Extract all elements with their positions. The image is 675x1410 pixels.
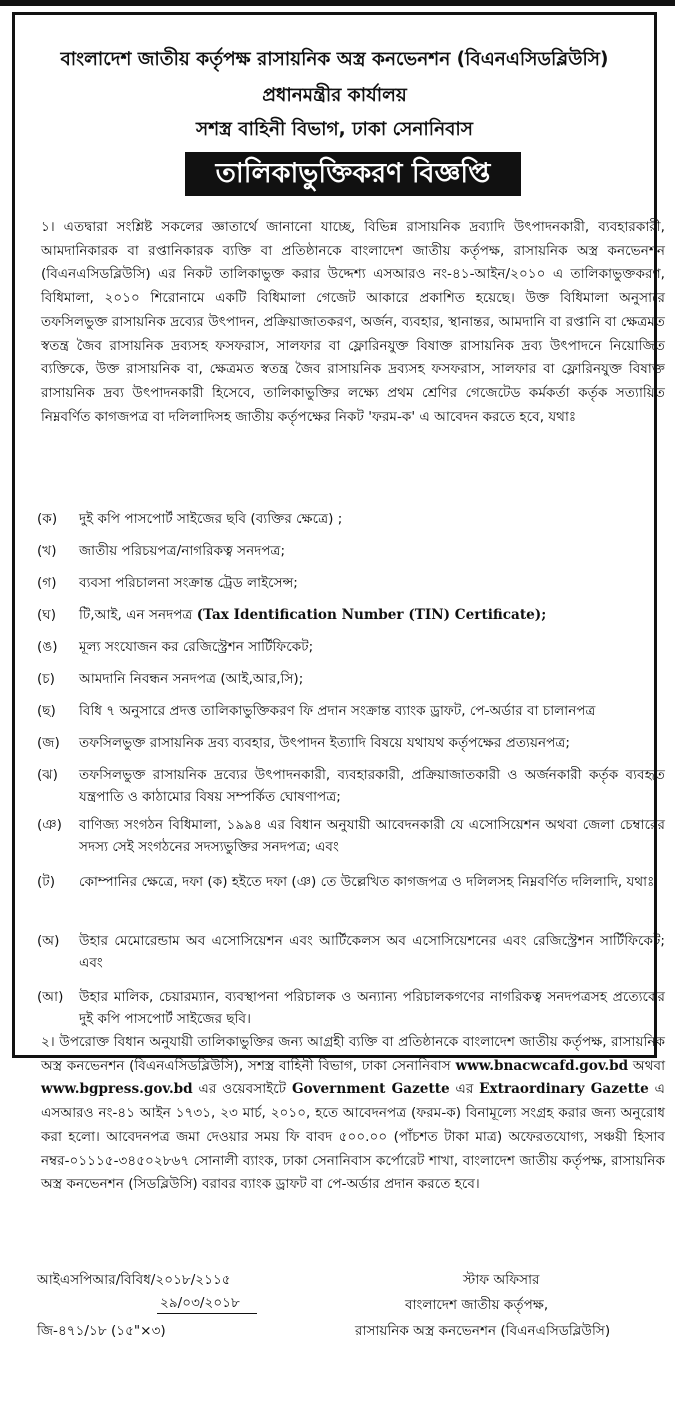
list-text: আমদানি নিবন্ধন সনদপত্র (আই,আর,সি); bbox=[79, 671, 304, 687]
notice-title-banner: তালিকাভুক্তিকরণ বিজ্ঞপ্তি bbox=[185, 152, 521, 196]
government-gazette-text: Government Gazette bbox=[291, 1081, 450, 1098]
er-text: এর bbox=[455, 1081, 474, 1098]
list-marker: (গ) bbox=[37, 575, 57, 591]
signatory-org-line2: রাসায়নিক অস্ত্র কনভেনশন (বিএনএসিডব্লিউসি) bbox=[355, 1323, 611, 1339]
list-text-tin bbox=[79, 604, 665, 626]
tin-bangla: টি,আই, এন সনদপত্র bbox=[79, 607, 193, 623]
tin-english: (Tax Identification Number (TIN) Certificate); bbox=[196, 607, 547, 623]
list-text: মূল্য সংযোজন কর রেজিস্ট্রেশন সার্টিফিকেট; bbox=[79, 639, 314, 655]
list-text: জাতীয় পরিচয়পত্র/নাগরিকত্ব সনদপত্র; bbox=[79, 543, 286, 559]
notice-frame bbox=[12, 12, 666, 1339]
office-heading: প্রধানমন্ত্রীর কার্যালয় bbox=[262, 85, 407, 106]
list-text: উহার মেমোরেন্ডাম অব এসোসিয়েশন এবং আর্টিকেলস অব এসোসিয়েশনের এবং রেজিস্ট্রেশন সার্টিফিকেট; এবং bbox=[79, 933, 665, 971]
paragraph-two-part1: ২। উপরোক্ত বিধান অনুযায়ী তালিকাভুক্তির জন্য আগ্রহী ব্যক্তি বা প্রতিষ্ঠানকে বাংলাদেশ জাতীয় কর্তৃপক্ষ, রাসায়নিক অস্ত্র কনভেনশন (বিএনএসিডব্লিউসি), সশস্ত্র বাহিনী বিভাগ, ঢাকা সেনানিবাস bbox=[41, 1034, 665, 1074]
list-text: তফসিলভুক্ত রাসায়নিক দ্রব্য ব্যবহার, উৎপাদন ইত্যাদি বিষয়ে যথাযথ কর্তৃপক্ষের প্রত্যয়নপত্র; bbox=[79, 735, 570, 751]
list-text: বাণিজ্য সংগঠন বিধিমালা, ১৯৯৪ এর বিধান অনুযায়ী আবেদনকারী যে এসোসিয়েশন অথবা জেলা চেম্বারের সদস্য সেই সংগঠনের সদস্যভুক্তির সনদপত্র; এবং bbox=[79, 817, 665, 855]
list-text: উহার মালিক, চেয়ারম্যান, ব্যবস্থাপনা পরিচালক ও অন্যান্য পরিচালকগণের নাগরিকত্ব সনদপত্রসহ প্রত্যেকের দুই কপি পাসপোর্ট সাইজের ছবি। bbox=[79, 989, 665, 1027]
paragraph-two-part3: এ এসআরও নং-৪১ আইন ১৭৩১, ২৩ মার্চ, ২০১০, হতে আবেদনপত্র (ফরম-ক) বিনামূল্যে সংগ্রহ করার জন্য অনুরোধ করা হলো। আবেদনপত্র জমা দেওয়ার সময় ফি বাবদ ৫০০.০০ (পাঁচশত টাকা মাত্র) অফেরতযোগ্য, সঞ্চয়ী হিসাব নম্বর-০১১১৫-৩৪৫০২৮৬৭ সোনালী ব্যাংক, ঢাকা সেনানিবাস কর্পোরেট শাখা, বাংলাদেশ জাতীয় কর্তৃপক্ষ, রাসায়নিক অস্ত্র কনভেনশন (সিডব্লিউসি) বরাবর ব্যাংক ড্রাফট বা পে-অর্ডার প্রদান করতে হবে। bbox=[41, 1081, 665, 1193]
memo-number: আইএসপিআর/বিবিধ/২০১৮/২১১৫ bbox=[37, 1272, 231, 1288]
memo-date: ২৯/০৩/২০১৮ bbox=[160, 1295, 240, 1311]
list-marker: (ট) bbox=[37, 874, 56, 890]
cropped-ad-strip bbox=[0, 0, 675, 6]
ad-code: জি-৪৭১/১৮ (১৫"×৩) bbox=[37, 1323, 166, 1339]
list-marker: (ঘ) bbox=[37, 607, 57, 623]
paragraph-one: ১। এতদ্বারা সংশ্লিষ্ট সকলের জ্ঞাতার্থে জানানো যাচ্ছে, বিভিন্ন রাসায়নিক দ্রব্যাদি উৎপাদনকারী, ব্যবহারকারী, আমদানিকারক বা রপ্তানিকারক ব্যক্তি বা প্রতিষ্ঠানকে বাংলাদেশ জাতীয় কর্তৃপক্ষ, রাসায়নিক অস্ত্র কনভেনশন (বিএনএসিডব্লিউসি) এর নিকট তালিকাভুক্ত করার উদ্দেশ্য এসআরও নং-৪১-আইন/২০১০ এ তালিকাভুক্তকরণ, বিধিমালা, ২০১০ শিরোনামে একটি বিধিমালা গেজেট আকারে প্রকাশিত হয়েছে। উক্ত বিধিমালা অনুসারে তফসিলভুক্ত রাসায়নিক দ্রব্যের উৎপাদন, প্রক্রিয়াজাতকরণ, অর্জন, ব্যবহার, স্থানান্তর, আমদানি বা রপ্তানি বা ক্ষেত্রমত স্বতন্ত্র জৈব রাসায়নিক দ্রব্যসহ ফসফরাস, সালফার বা ফ্লোরিনযুক্ত বিষাক্ত রাসায়নিক দ্রব্য উৎপাদনে নিয়োজিত ব্যক্তিকে, উক্ত রাসায়নিক বা, ক্ষেত্রমত স্বতন্ত্র জৈব রাসায়নিক দ্রব্যসহ ফসফরাস, সালফার বা ফ্লোরিনযুক্ত বিষাক্ত রাসায়নিক দ্রব্য উৎপাদনকারী হিসেবে, তালিকাভুক্তির লক্ষ্যে প্রথম শ্রেণির গেজেটেড কর্মকর্তা কর্তৃক সত্যায়িত নিম্নবর্ণিত কাগজপত্র বা দলিলাদিসহ জাতীয় কর্তৃপক্ষের নিকট 'ফরম-ক' এ আবেদন করতে হবে, যথাঃ bbox=[41, 219, 665, 425]
list-text: দুই কপি পাসপোর্ট সাইজের ছবি (ব্যক্তির ক্ষেত্রে) ; bbox=[79, 511, 343, 527]
list-marker: (অ) bbox=[37, 933, 60, 949]
list-marker: (ছ) bbox=[37, 703, 56, 719]
signatory-title: স্টাফ অফিসার bbox=[463, 1272, 540, 1288]
list-text: বিধি ৭ অনুসারে প্রদত্ত তালিকাভুক্তিকরণ ফি প্রদান সংক্রান্ত ব্যাংক ড্রাফট, পে-অর্ডার বা চালানপত্র bbox=[79, 703, 596, 719]
list-marker: (জ) bbox=[37, 735, 60, 751]
website-link-bnacwc[interactable]: www.bnacwcafd.gov.bd bbox=[455, 1057, 629, 1074]
date-underline bbox=[157, 1313, 257, 1314]
paragraph-two-part2: এর ওয়েবসাইটে bbox=[198, 1081, 287, 1098]
list-text: কোম্পানির ক্ষেত্রে, দফা (ক) হইতে দফা (ঞ) তে উল্লেখিত কাগজপত্র ও দলিলসহ নিম্নবর্ণিত দলিলাদি, যথাঃ bbox=[79, 874, 655, 890]
website-link-bgpress[interactable]: www.bgpress.gov.bd bbox=[41, 1081, 193, 1098]
division-heading: সশস্ত্র বাহিনী বিভাগ, ঢাকা সেনানিবাস bbox=[195, 119, 474, 140]
paragraph-two bbox=[41, 1031, 665, 1197]
list-marker: (ক) bbox=[37, 511, 58, 527]
signatory-org-line1: বাংলাদেশ জাতীয় কর্তৃপক্ষ, bbox=[405, 1297, 549, 1313]
org-heading: বাংলাদেশ জাতীয় কর্তৃপক্ষ রাসায়নিক অস্ত্র কনভেনশন (বিএনএসিডব্লিউসি) bbox=[60, 49, 609, 70]
list-marker: (চ) bbox=[37, 671, 55, 687]
list-marker: (ঙ) bbox=[37, 639, 58, 655]
extraordinary-gazette-text: Extraordinary Gazette bbox=[479, 1081, 649, 1098]
list-marker: (আ) bbox=[37, 989, 64, 1005]
list-text: ব্যবসা পরিচালনা সংক্রান্ত ট্রেড লাইসেন্স; bbox=[79, 575, 298, 591]
list-text: তফসিলভুক্ত রাসায়নিক দ্রব্যের উৎপাদনকারী, ব্যবহারকারী, প্রক্রিয়াজাতকারী ও অর্জনকারী কর্তৃক ব্যবহৃত যন্ত্রপাতি ও কাঠামোর বিষয় সম্পর্কিত ঘোষণাপত্র; bbox=[79, 767, 665, 805]
list-marker: (ঝ) bbox=[37, 767, 58, 783]
list-marker: (খ) bbox=[37, 543, 57, 559]
list-marker: (ঞ) bbox=[37, 817, 62, 833]
or-text: অথবা bbox=[632, 1057, 666, 1074]
